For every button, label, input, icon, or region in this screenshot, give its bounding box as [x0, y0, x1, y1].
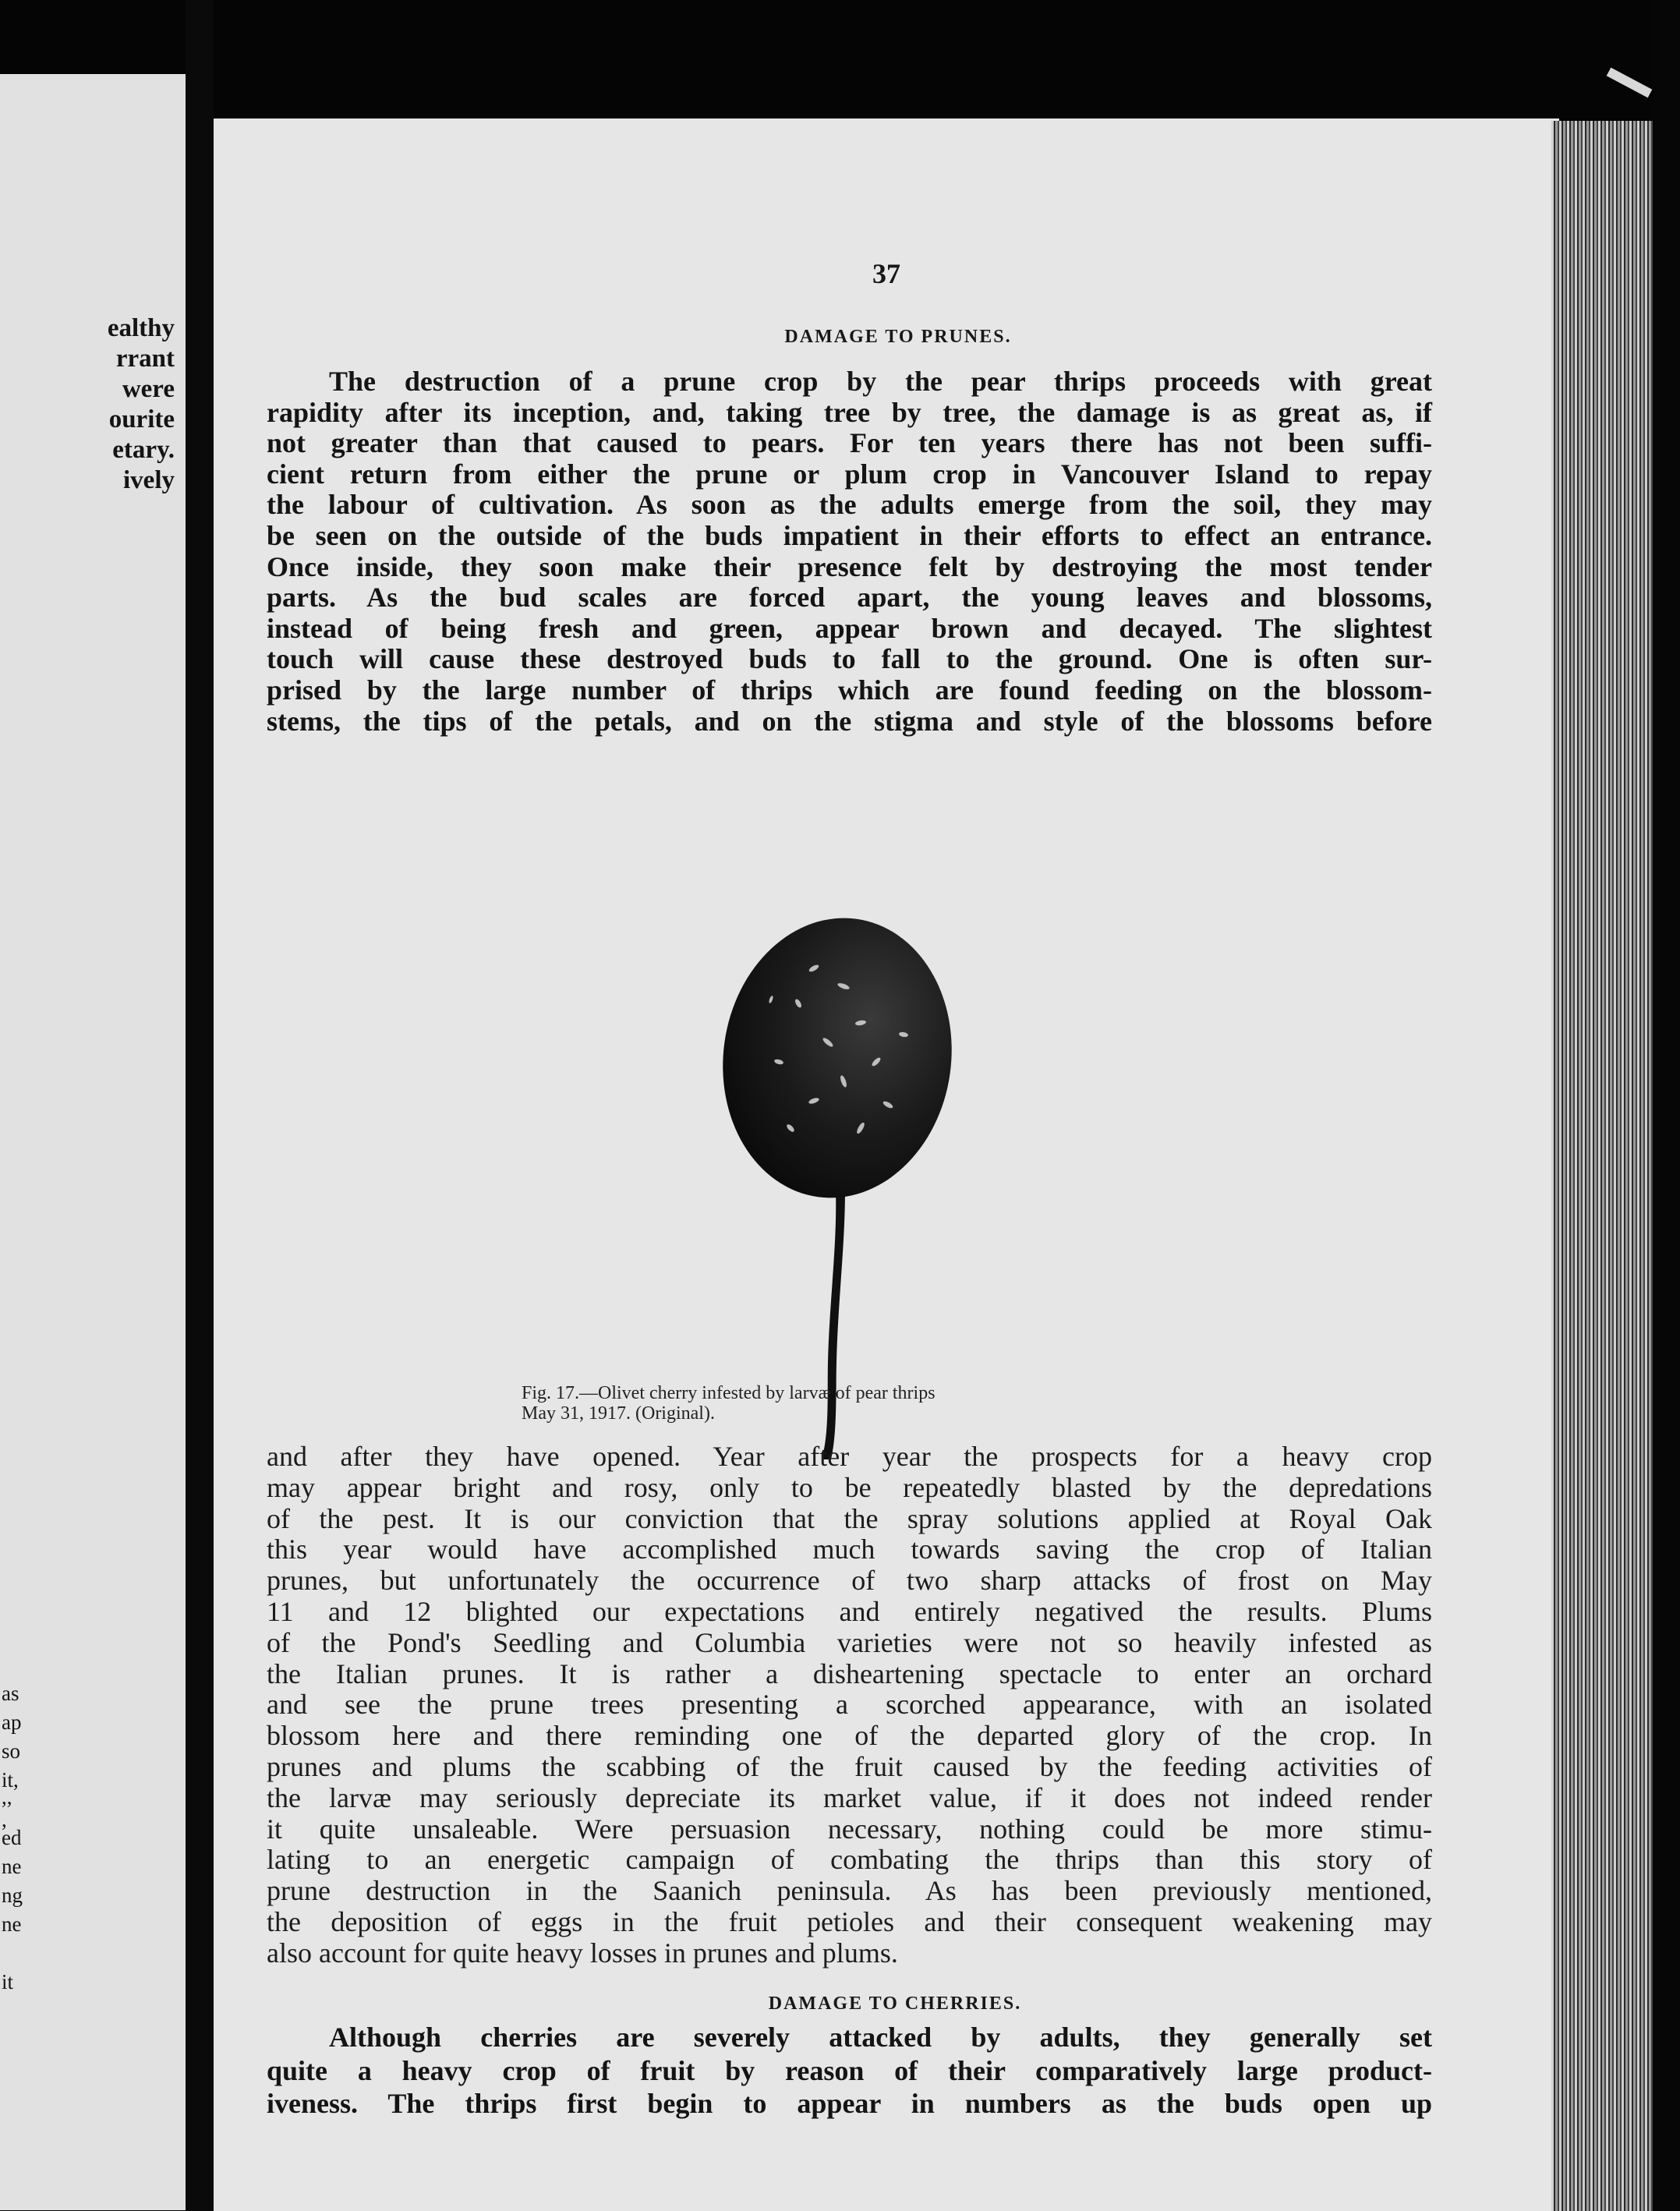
text-line: iveness. The thrips first begin to appear in numbers as the buds open up: [267, 2088, 1432, 2119]
caption-line: May 31, 1917. (Original).: [522, 1403, 715, 1424]
figure-caption: [522, 1383, 1223, 1424]
left-page-fragment: ap: [2, 1710, 22, 1734]
main-page: [214, 119, 1559, 2211]
left-page-fragment: ,: [2, 1808, 7, 1831]
left-page-fragment: ng: [2, 1884, 23, 1907]
book-edge-shadow: [1653, 0, 1680, 2211]
left-page-fragment: etary.: [112, 436, 175, 464]
left-page-fragment: ealthy: [107, 314, 175, 342]
left-page-fragment: it: [2, 1970, 14, 1993]
section-heading-prunes: DAMAGE TO PRUNES.: [784, 327, 1012, 347]
text-line: the Italian prunes. It is rather a disheartening spectacle to enter an orchard: [267, 1657, 1432, 1689]
text-line: The destruction of a prune crop by the pear thrips proceeds with great: [329, 366, 1432, 397]
text-line: rapidity after its inception, and, taking tree by tree, the damage is as great as, if: [267, 396, 1432, 428]
text-line: of the Pond's Seedling and Columbia varieties were not so heavily infested as: [267, 1626, 1432, 1658]
text-line: of the pest. It is our conviction that the spray solutions applied at Royal Oak: [267, 1502, 1432, 1534]
left-page-fragment: as: [2, 1682, 19, 1705]
text-line: Once inside, they soon make their presence felt by destroying the most tender: [267, 550, 1432, 582]
text-line: and see the prune trees presenting a scorched appearance, with an isolated: [267, 1689, 1432, 1721]
left-page-fragment: ne: [2, 1912, 22, 1936]
left-facing-page: [0, 74, 186, 2210]
left-page-fragment: it,: [2, 1768, 19, 1792]
page-number: 37: [872, 258, 900, 289]
text-line: not greater than that caused to pears. For ten years there has not been suffi-: [267, 427, 1432, 459]
scan-corner-mark: [1607, 68, 1653, 98]
text-line: quite a heavy crop of fruit by reason of their comparatively large product-: [267, 2054, 1432, 2086]
text-line: touch will cause these destroyed buds to fall to the ground. One is often sur-: [267, 643, 1432, 675]
left-page-fragment: ively: [123, 466, 175, 494]
book-page-edges: [1551, 121, 1653, 2211]
text-line: and after they have opened. Year after year the prospects for a heavy crop: [267, 1441, 1432, 1472]
left-page-fragment: ,,: [2, 1785, 12, 1809]
text-line: prised by the large number of thrips which are found feeding on the blossom-: [267, 674, 1432, 706]
paragraph-cherries: [267, 2021, 1432, 2121]
text-line: instead of being fresh and green, appear brown and decayed. The slightest: [267, 612, 1432, 644]
text-line: parts. As the bud scales are forced apart, the young leaves and blossoms,: [267, 582, 1432, 614]
text-line: blossom here and there reminding one of the departed glory of the crop. In: [267, 1720, 1432, 1752]
left-page-fragment: ed: [2, 1826, 22, 1849]
caption-line: Fig. 17.—Olivet cherry infested by larvæ of pear thrips: [522, 1383, 935, 1403]
section-heading-cherries: DAMAGE TO CHERRIES.: [768, 1993, 1022, 2014]
text-line: the larvæ may seriously depreciate its market value, if it does not indeed render: [267, 1781, 1432, 1813]
text-line: it quite unsaleable. Were persuasion necessary, nothing could be more stimu-: [267, 1813, 1432, 1845]
text-line: also account for quite heavy losses in prunes and plums.: [267, 1937, 898, 1969]
text-line: be seen on the outside of the buds impatient in their efforts to effect an entrance.: [267, 519, 1432, 551]
text-line: prunes, but unfortunately the occurrence of two sharp attacks of frost on May: [267, 1565, 1432, 1597]
text-line: prunes and plums the scabbing of the fruit caused by the feeding activities of: [267, 1750, 1432, 1782]
text-line: cient return from either the prune or plum crop in Vancouver Island to repay: [267, 458, 1432, 490]
paragraph-prunes-continued: [267, 1442, 1432, 1969]
text-line: prune destruction in the Saanich peninsula. As has been previously mentioned,: [267, 1875, 1432, 1907]
left-page-fragment: were: [122, 375, 175, 403]
left-page-fragment: so: [2, 1739, 21, 1763]
text-line: this year would have accomplished much towards saving the crop of Italian: [267, 1534, 1432, 1565]
left-page-fragment: rrant: [115, 345, 175, 373]
cherry-photograph: [705, 894, 970, 1463]
paragraph-prunes: [267, 366, 1432, 737]
text-line: Although cherries are severely attacked by adults, they generally set: [329, 2022, 1432, 2053]
left-page-fragment: ne: [2, 1855, 22, 1878]
text-line: stems, the tips of the petals, and on the stigma and style of the blossoms before: [267, 705, 1432, 737]
text-line: the labour of cultivation. As soon as the adults emerge from the soil, they may: [267, 489, 1432, 521]
text-line: 11 and 12 blighted our expectations and entirely negatived the results. Plums: [267, 1595, 1432, 1627]
book-gutter: [186, 0, 214, 2211]
text-line: lating to an energetic campaign of combating the thrips than this story of: [267, 1844, 1432, 1876]
text-line: the deposition of eggs in the fruit petioles and their consequent weakening may: [267, 1905, 1432, 1937]
left-page-fragment: ourite: [108, 405, 175, 433]
text-line: may appear bright and rosy, only to be repeatedly blasted by the depredations: [267, 1471, 1432, 1503]
